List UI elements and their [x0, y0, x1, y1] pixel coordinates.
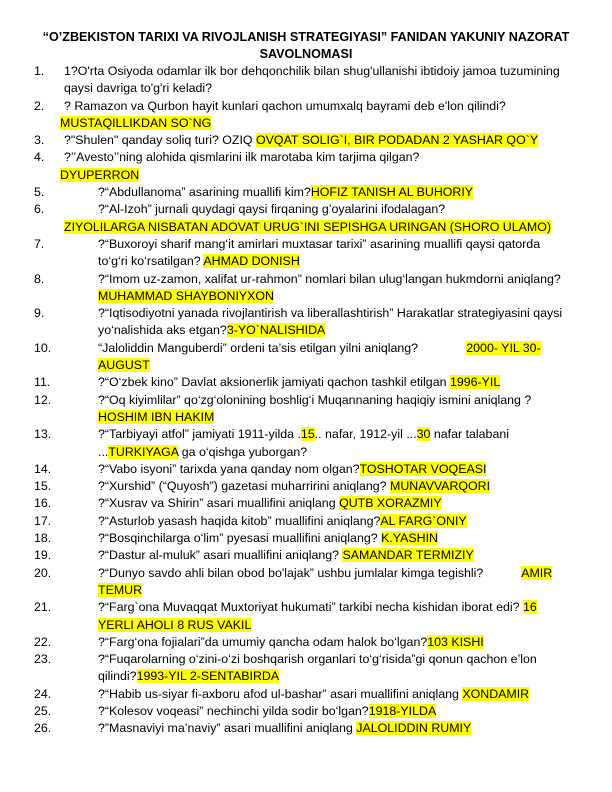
- answer-highlight: MUNAVVARQORI: [390, 479, 491, 494]
- answer-highlight: ZIYOLILARGA NISBATAN ADOVAT URUG`INI SEPISHGA URINGAN (SHORO ULAMO): [64, 219, 551, 234]
- answer-highlight: QUTB XORAZMIY: [339, 496, 442, 511]
- document-title: [0, 29, 612, 63]
- question-text: ?“Xusrav va Shirin” asari muallifini aniqlang: [98, 496, 336, 511]
- question-item: [0, 703, 612, 720]
- answer-highlight: SAMANDAR TERMIZIY: [342, 548, 474, 563]
- question-item: [0, 271, 612, 306]
- answer-highlight: DYUPERRON: [60, 167, 140, 182]
- question-text: ?“Fuqarolarning o‘zini-o‘zi boshqarish organlari to‘g‘risida”gi qonun qachon e’lon qilindi?: [98, 652, 537, 684]
- question-text: nafar talabani ...: [98, 427, 509, 459]
- question-number: 23.: [34, 652, 52, 667]
- answer-highlight: 1996-YIL: [449, 375, 501, 390]
- question-number: 2.: [34, 98, 45, 113]
- answer-highlight: MUHAMMAD SHAYBONIYXON: [98, 288, 275, 303]
- question-item: [0, 305, 612, 340]
- answer-highlight: 1918-YILDA: [368, 703, 437, 718]
- question-number: 26.: [34, 721, 52, 736]
- question-item: [0, 236, 612, 271]
- question-item: [0, 374, 612, 391]
- question-number: 17.: [34, 513, 52, 528]
- question-item: [0, 63, 612, 98]
- answer-highlight: MUSTAQILLIKDAN SO`NG: [60, 115, 212, 130]
- answer-highlight: 1993-YIL 2-SENTABIRDA: [136, 669, 280, 684]
- answer-highlight: 103 KISHI: [427, 634, 484, 649]
- answer-highlight: TURKIYAGA: [108, 444, 179, 459]
- question-text: ?“Kolesov voqeasi” nechinchi yilda sodir bo‘lgan?: [98, 703, 369, 718]
- question-text: ?’’Avesto’’ning alohida qismlarini ilk marotaba kim tarjima qilgan?: [64, 150, 420, 165]
- question-item: [0, 461, 612, 478]
- question-text: ?“Vabo isyoni” tarixda yana qanday nom olgan?: [98, 461, 360, 476]
- question-text: ?“Al-Izoh” jurnali quydagi qaysi firqaning g’oyalarini ifodalagan?: [98, 202, 446, 217]
- answer-highlight: K.YASHIN: [381, 531, 438, 546]
- answer-highlight: TOSHOTAR VOQEASI: [359, 461, 487, 476]
- question-item: [0, 478, 612, 495]
- question-item: [0, 634, 612, 651]
- question-number: 10.: [34, 340, 52, 355]
- question-text: ?“Tarbiyayi atfol” jamiyati 1911-yilda .: [98, 427, 301, 442]
- question-item: [0, 530, 612, 547]
- question-number: 19.: [34, 548, 52, 563]
- question-text: ?”Masnaviyi ma’naviy” asari muallifini aniqlang: [98, 721, 353, 736]
- question-number: 16.: [34, 496, 52, 511]
- answer-highlight: JALOLIDDIN RUMIY: [356, 721, 472, 736]
- question-text: ?“Dastur al-muluk” asari muallifini aniqlang?: [98, 548, 340, 563]
- question-text: ?“Buxoroyi sharif mang‘it amirlari muxtasar tarixi” asarining muallifi qaysi qatorda to‘g‘ri ko‘rsatilgan?: [98, 236, 541, 269]
- answer-highlight: AL FARG`ONIY: [380, 513, 467, 528]
- question-number: 5.: [34, 185, 45, 200]
- answer-highlight: AHMAD DONISH: [203, 254, 300, 269]
- question-item: [0, 686, 612, 703]
- question-text: .. nafar, 1912-yil ...: [314, 427, 417, 442]
- question-number: 20.: [34, 565, 52, 580]
- question-item: [0, 513, 612, 530]
- question-number: 22.: [34, 634, 52, 649]
- question-item: [0, 340, 612, 375]
- answer-highlight: 15: [300, 427, 315, 442]
- answer-highlight: HOSHIM IBN HAKIM: [98, 409, 215, 424]
- question-number: 9.: [34, 306, 45, 321]
- question-item: [0, 98, 612, 133]
- question-text: ?“Bosqinchilarga o‘lim” pyesasi muallifini aniqlang?: [98, 531, 378, 546]
- question-number: 14.: [34, 461, 52, 476]
- question-item: [0, 720, 612, 737]
- question-item: [0, 495, 612, 512]
- question-text: ?“Asturlob yasash haqida kitob” muallifini aniqlang?: [98, 513, 381, 528]
- question-text: ? Ramazon va Qurbon hayit kunlari qachon umumxalq bayrami deb e'lon qilindi?: [64, 98, 506, 113]
- question-text: ?“Oq kiyimlilar” qo‘zg‘olonining boshlig‘i Muqannaning haqiqiy ismini aniqlang ?: [98, 392, 532, 407]
- question-item: [0, 132, 612, 149]
- question-number: 24.: [34, 686, 52, 701]
- question-text: 1?O'rta Osiyoda odamlar ilk bor dehqonchilik bilan shug'ullanishi ibtidoiy jamoa tuzumining qaysi davriga to'g'ri keladi?: [64, 64, 560, 96]
- question-number: 1.: [34, 64, 45, 78]
- question-number: 4.: [34, 150, 45, 165]
- question-item: [0, 201, 612, 236]
- question-item: [0, 547, 612, 564]
- answer-highlight: 30: [416, 427, 431, 442]
- question-text: “Jaloliddin Manguberdi” ordeni ta’sis etilgan yilni aniqlang?: [98, 340, 419, 355]
- question-number: 7.: [34, 236, 45, 251]
- question-number: 13.: [34, 427, 52, 442]
- question-number: 15.: [34, 479, 52, 494]
- question-item: [0, 392, 612, 427]
- question-text: ?“Iqtisodiyotni yanada rivojlantirish va liberallashtirish” Harakatlar strategiyasini qaysi yo‘nalishida aks etgan?: [98, 306, 563, 338]
- question-text: ?“Abdullanoma” asarining muallifi kim?: [98, 185, 311, 200]
- question-text: ?“Farg`ona Muvaqqat Muxtoriyat hukumati” tarkibi necha kishidan iborat edi?: [98, 600, 520, 615]
- question-list: [0, 63, 612, 738]
- question-number: 6.: [34, 202, 45, 217]
- question-text: ?“Imom uz-zamon, xalifat ur-rahmon” nomlari bilan ulug‘langan hukmdorni aniqlang?: [98, 271, 561, 286]
- answer-highlight: 2000- YIL 30-AUGUST: [98, 340, 541, 373]
- answer-highlight: AMIR TEMUR: [98, 565, 553, 597]
- question-text: ?“Dunyo savdo ahli bilan obod bo'lajak” ushbu jumlalar kimga tegishli?: [98, 565, 484, 580]
- question-number: 11.: [34, 375, 51, 390]
- question-number: 18.: [34, 531, 52, 546]
- answer-highlight: 3-YO`NALISHIDA: [226, 323, 326, 338]
- question-text: ?“Habib us-siyar fi-axboru afod ul-bashar” asari muallifini aniqlang: [98, 686, 459, 701]
- question-number: 3.: [34, 133, 45, 148]
- answer-highlight: OVQAT SOLIG`I, BIR PODADAN 2 YASHAR QO`Y: [256, 133, 539, 148]
- question-item: [0, 426, 612, 461]
- title-line-1: “O’ZBEKISTON TARIXI VA RIVOJLANISH STRATEGIYASI” FANIDAN YAKUNIY NAZORAT: [42, 30, 570, 44]
- question-item: [0, 149, 612, 184]
- question-item: [0, 565, 612, 600]
- question-text: ?“Xurshid” (“Quyosh”) gazetasi muharririni aniqlang?: [98, 479, 387, 494]
- question-item: [0, 184, 612, 201]
- question-number: 25.: [34, 703, 52, 718]
- question-number: 12.: [34, 392, 52, 407]
- question-text: ga o‘qishga yuborgan?: [178, 444, 308, 459]
- question-text: ?"Shulen" qanday soliq turi? OZIQ: [64, 133, 253, 148]
- question-text: ?“Farg‘ona fojialari”da umumiy qancha odam halok bo‘lgan?: [98, 634, 428, 649]
- question-number: 8.: [34, 271, 45, 286]
- answer-highlight: XONDAMIR: [462, 686, 530, 701]
- title-line-2: SAVOLNOMASI: [259, 47, 353, 61]
- question-text: ?“O‘zbek kino” Davlat aksionerlik jamiyati qachon tashkil etilgan: [98, 375, 447, 390]
- question-number: 21.: [34, 600, 52, 615]
- answer-highlight: 16 YERLI AHOLI 8 RUS VAKIL: [98, 600, 537, 632]
- question-item: [0, 599, 612, 634]
- question-item: [0, 651, 612, 686]
- answer-highlight: HOFIZ TANISH AL BUHORIY: [310, 185, 474, 200]
